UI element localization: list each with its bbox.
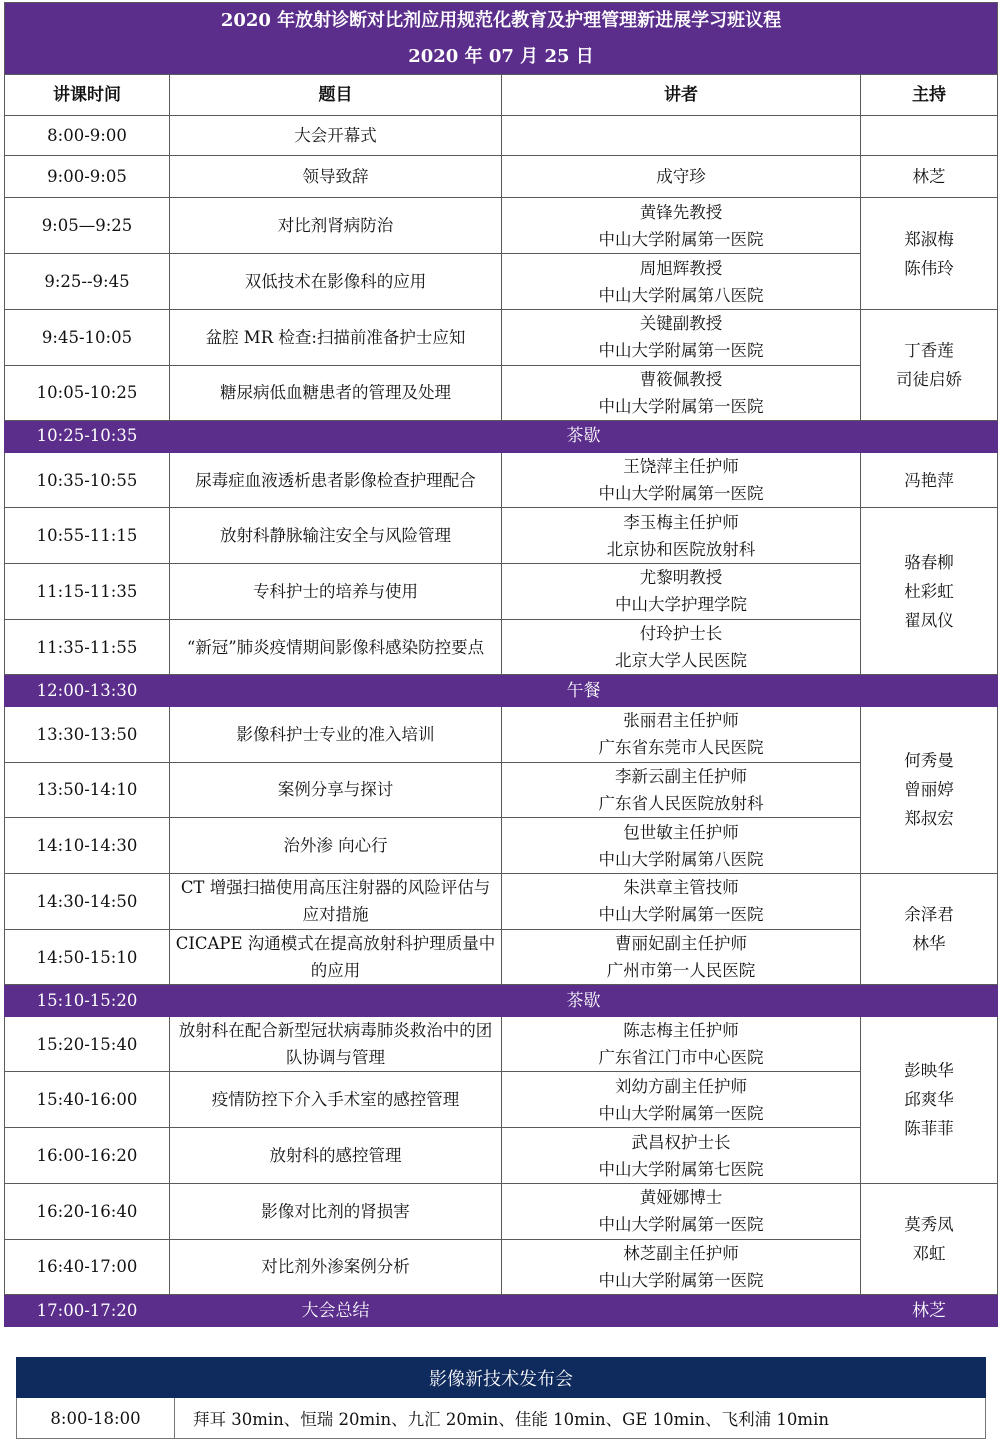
speaker-affiliation: 广东省东莞市人民医院	[598, 738, 764, 758]
speaker-name: 黄锋先教授	[639, 202, 723, 222]
host-name: 杜彩虹	[904, 581, 954, 601]
session-speaker	[502, 1128, 861, 1184]
break-time: 10:25-10:35	[5, 421, 170, 452]
host-name: 林华	[912, 934, 946, 954]
break-time: 12:00-13:30	[5, 675, 170, 706]
speaker-affiliation: 中山大学附属第八医院	[598, 285, 764, 305]
session-time: 14:10-14:30	[5, 818, 170, 874]
session-speaker	[502, 309, 861, 365]
session-topic: 领导致辞	[170, 155, 502, 198]
session-host	[861, 155, 998, 198]
session-topic: 糖尿病低血糖患者的管理及处理	[170, 365, 502, 421]
speaker-name: 关键副教授	[639, 314, 723, 334]
speaker-affiliation: 中山大学附属第一医院	[598, 905, 764, 925]
session-topic: 放射科静脉输注安全与风险管理	[170, 508, 502, 564]
host-name: 邱爽华	[904, 1090, 954, 1110]
speaker-affiliation: 广东省人民医院放射科	[598, 793, 764, 813]
table-row	[5, 254, 998, 310]
host-name: 骆春柳	[904, 552, 954, 572]
release-content: 拜耳 30min、恒瑞 20min、九汇 20min、佳能 10min、GE 10min、飞利浦 10min	[175, 1398, 986, 1439]
header-time: 讲课时间	[5, 74, 170, 116]
break-label: 茶歇	[170, 985, 998, 1016]
session-speaker	[502, 198, 861, 254]
speaker-name: 武昌权护士长	[631, 1132, 731, 1152]
speaker-name: 张丽君主任护师	[623, 711, 739, 731]
session-speaker	[502, 365, 861, 421]
closing-label: 大会总结	[170, 1295, 502, 1327]
release-table	[16, 1357, 986, 1439]
break-label: 茶歇	[170, 421, 998, 452]
closing-row	[5, 1295, 998, 1327]
header-speaker: 讲者	[502, 74, 861, 116]
agenda-table	[4, 2, 998, 1327]
host-name: 彭映华	[904, 1061, 954, 1081]
break-time: 15:10-15:20	[5, 985, 170, 1016]
session-topic: “新冠”肺炎疫情期间影像科感染防控要点	[170, 619, 502, 675]
speaker-name: 黄娅娜博士	[639, 1188, 723, 1208]
session-speaker	[502, 116, 861, 156]
session-time: 15:20-15:40	[5, 1016, 170, 1072]
table-row	[5, 706, 998, 762]
table-row	[5, 762, 998, 818]
speaker-name: 李玉梅主任护师	[623, 512, 739, 532]
session-topic: 专科护士的培养与使用	[170, 564, 502, 620]
session-speaker	[502, 155, 861, 198]
session-topic: CT 增强扫描使用高压注射器的风险评估与应对措施	[170, 873, 502, 929]
closing-speaker	[502, 1295, 861, 1327]
header-host: 主持	[861, 74, 998, 116]
table-row	[5, 1239, 998, 1295]
session-time: 9:45-10:05	[5, 309, 170, 365]
table-row	[5, 1016, 998, 1072]
speaker-name: 尤黎明教授	[639, 568, 723, 588]
table-row	[5, 1128, 998, 1184]
session-topic: CICAPE 沟通模式在提高放射科护理质量中的应用	[170, 929, 502, 985]
session-time: 14:30-14:50	[5, 873, 170, 929]
session-host	[861, 309, 998, 420]
session-host	[861, 706, 998, 873]
host-name: 曾丽婷	[904, 780, 954, 800]
session-time: 16:00-16:20	[5, 1128, 170, 1184]
speaker-name: 朱洪章主管技师	[623, 878, 739, 898]
speaker-affiliation: 中山大学附属第八医院	[598, 849, 764, 869]
release-row	[17, 1398, 986, 1439]
host-name: 莫秀凤	[904, 1215, 954, 1235]
table-row	[5, 619, 998, 675]
table-row	[5, 508, 998, 564]
table-row	[5, 116, 998, 156]
host-name: 冯艳萍	[904, 470, 954, 490]
break-row	[5, 985, 998, 1016]
session-speaker	[502, 706, 861, 762]
release-header-row	[17, 1358, 986, 1398]
speaker-affiliation: 广东省江门市中心医院	[598, 1048, 764, 1068]
closing-time: 17:00-17:20	[5, 1295, 170, 1327]
session-time: 8:00-9:00	[5, 116, 170, 156]
host-name: 司徒启娇	[896, 370, 962, 390]
session-topic: 疫情防控下介入手术室的感控管理	[170, 1072, 502, 1128]
date-row	[5, 39, 998, 74]
break-row	[5, 675, 998, 706]
session-time: 10:35-10:55	[5, 452, 170, 508]
session-speaker	[502, 619, 861, 675]
session-speaker	[502, 818, 861, 874]
session-time: 14:50-15:10	[5, 929, 170, 985]
session-time: 9:00-9:05	[5, 155, 170, 198]
table-row	[5, 1183, 998, 1239]
speaker-name: 李新云副主任护师	[615, 766, 747, 786]
speaker-affiliation: 北京大学人民医院	[615, 651, 747, 671]
closing-host: 林芝	[861, 1295, 998, 1327]
session-speaker	[502, 254, 861, 310]
host-name: 丁香莲	[904, 341, 954, 361]
speaker-name: 陈志梅主任护师	[623, 1021, 739, 1041]
speaker-affiliation: 北京协和医院放射科	[606, 539, 756, 559]
release-title: 影像新技术发布会	[17, 1358, 986, 1398]
session-host	[861, 198, 998, 309]
speaker-name: 周旭辉教授	[639, 258, 723, 278]
session-host	[861, 508, 998, 675]
speaker-name: 曹丽妃副主任护师	[615, 934, 747, 954]
session-topic: 放射科在配合新型冠状病毒肺炎救治中的团队协调与管理	[170, 1016, 502, 1072]
speaker-affiliation: 中山大学附属第一医院	[598, 484, 764, 504]
host-name: 何秀曼	[904, 751, 954, 771]
session-time: 13:50-14:10	[5, 762, 170, 818]
break-label: 午餐	[170, 675, 998, 706]
session-topic: 案例分享与探讨	[170, 762, 502, 818]
session-time: 11:15-11:35	[5, 564, 170, 620]
host-name: 陈伟玲	[904, 258, 954, 278]
header-topic: 题目	[170, 74, 502, 116]
session-time: 10:05-10:25	[5, 365, 170, 421]
session-time: 9:05—9:25	[5, 198, 170, 254]
speaker-affiliation: 中山大学护理学院	[615, 595, 747, 615]
speaker-name: 王饶萍主任护师	[623, 457, 739, 477]
host-name: 翟凤仪	[904, 610, 954, 630]
table-row	[5, 564, 998, 620]
break-row	[5, 421, 998, 452]
session-speaker	[502, 564, 861, 620]
speaker-affiliation: 中山大学附属第一医院	[598, 341, 764, 361]
title-row	[5, 3, 998, 40]
session-speaker	[502, 929, 861, 985]
session-host	[861, 452, 998, 508]
session-topic: 尿毒症血液透析患者影像检查护理配合	[170, 452, 502, 508]
session-time: 15:40-16:00	[5, 1072, 170, 1128]
header-row	[5, 74, 998, 116]
session-speaker	[502, 762, 861, 818]
agenda-title: 2020 年放射诊断对比剂应用规范化教育及护理管理新进展学习班议程	[5, 3, 998, 40]
session-time: 11:35-11:55	[5, 619, 170, 675]
session-time: 16:40-17:00	[5, 1239, 170, 1295]
speaker-affiliation: 中山大学附属第一医院	[598, 1215, 764, 1235]
session-host	[861, 116, 998, 156]
speaker-name: 成守珍	[656, 167, 706, 187]
speaker-name: 刘幼方副主任护师	[615, 1076, 747, 1096]
speaker-affiliation: 中山大学附属第一医院	[598, 229, 764, 249]
host-name: 郑淑梅	[904, 229, 954, 249]
speaker-affiliation: 中山大学附属第一医院	[598, 396, 764, 416]
session-speaker	[502, 1016, 861, 1072]
table-row	[5, 155, 998, 198]
speaker-affiliation: 中山大学附属第一医院	[598, 1103, 764, 1123]
speaker-name: 林芝副主任护师	[623, 1243, 739, 1263]
session-speaker	[502, 873, 861, 929]
speaker-name: 付玲护士长	[639, 624, 723, 644]
session-host	[861, 873, 998, 984]
host-name: 林芝	[912, 167, 946, 187]
agenda-date: 2020 年 07 月 25 日	[5, 39, 998, 74]
session-topic: 影像科护士专业的准入培训	[170, 706, 502, 762]
session-topic: 对比剂外渗案例分析	[170, 1239, 502, 1295]
host-name: 郑叔宏	[904, 809, 954, 829]
session-time: 16:20-16:40	[5, 1183, 170, 1239]
session-host	[861, 1016, 998, 1183]
table-row	[5, 452, 998, 508]
host-name: 邓虹	[912, 1244, 946, 1264]
table-row	[5, 873, 998, 929]
session-host	[861, 1183, 998, 1294]
session-time: 13:30-13:50	[5, 706, 170, 762]
table-row	[5, 198, 998, 254]
speaker-affiliation: 中山大学附属第七医院	[598, 1159, 764, 1179]
session-speaker	[502, 1239, 861, 1295]
session-speaker	[502, 452, 861, 508]
session-topic: 影像对比剂的肾损害	[170, 1183, 502, 1239]
session-topic: 治外渗 向心行	[170, 818, 502, 874]
release-time: 8:00-18:00	[17, 1398, 175, 1439]
session-topic: 双低技术在影像科的应用	[170, 254, 502, 310]
host-name: 余泽君	[904, 905, 954, 925]
session-topic: 对比剂肾病防治	[170, 198, 502, 254]
table-row	[5, 818, 998, 874]
speaker-affiliation: 中山大学附属第一医院	[598, 1270, 764, 1290]
session-speaker	[502, 1183, 861, 1239]
session-topic: 放射科的感控管理	[170, 1128, 502, 1184]
table-row	[5, 929, 998, 985]
session-time: 9:25--9:45	[5, 254, 170, 310]
table-row	[5, 309, 998, 365]
session-time: 10:55-11:15	[5, 508, 170, 564]
speaker-affiliation: 广州市第一人民医院	[606, 961, 756, 981]
host-name: 陈菲菲	[904, 1119, 954, 1139]
session-topic: 大会开幕式	[170, 116, 502, 156]
table-row	[5, 365, 998, 421]
table-row	[5, 1072, 998, 1128]
session-topic: 盆腔 MR 检查:扫描前准备护士应知	[170, 309, 502, 365]
session-speaker	[502, 1072, 861, 1128]
speaker-name: 包世敏主任护师	[623, 822, 739, 842]
session-speaker	[502, 508, 861, 564]
speaker-name: 曹筱佩教授	[639, 369, 723, 389]
